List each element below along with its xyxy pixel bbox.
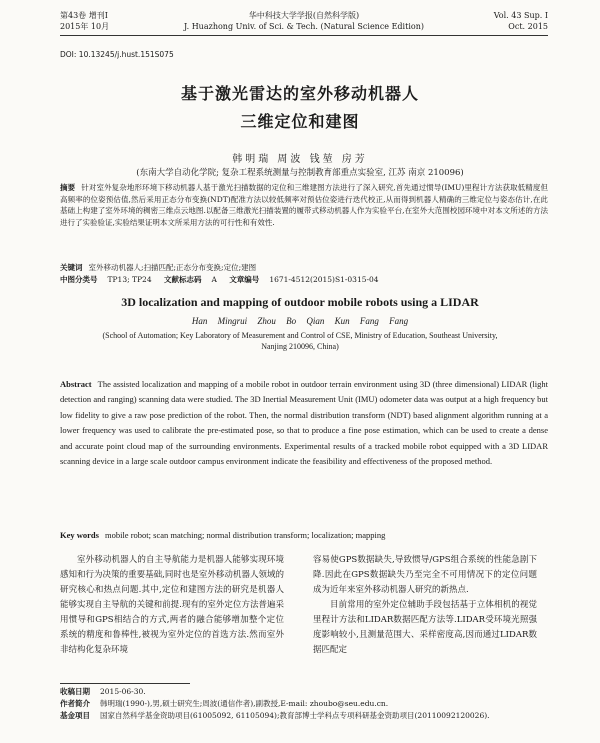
abstract-cn: [60, 182, 548, 228]
affiliation-en: (School of Automation; Key Laboratory of Measurement and Control of CSE, Ministry of Education, Southeast University, Nanjing 210096, China): [102, 331, 498, 351]
body-paragraph: 容易使GPS数据缺失,导致惯导/GPS组合系统的性能急剧下降.因此在GPS数据缺失乃至完全不可用情况下的定位问题成为近年来室外移动机器人研究的新热点.: [313, 555, 537, 595]
abstract-cn-text: 针对室外复杂地形环境下移动机器人基于激光扫描数据的定位和三维建图方法进行了深入研究,首先通过惯导(IMU)里程计方法获取低精度但高频率的位姿预估值,然后采用正态分布变换(NDT)配准方法以较低频率对预估位姿进行迭代校正,从而得到机器人精确的三维定位与姿态估计,在此基础上构建了室外环境的稠密三维点云地图.以配备三维激光扫描装置的履带式移动机器人作为实验平台,在室外大范围校园环境中对本文所述的方法进行了实验验证,实验结果证明本文所采用方法的可行性和有效性.: [60, 183, 549, 227]
footnote-funding: 基金项目 国家自然科学基金资助项目(61005092, 61105094);教育部博士学科点专项科研基金资助项目(20110092120026).: [60, 711, 490, 720]
header-volume-info-en: Vol. 43 Sup. Ⅰ Oct. 2015: [493, 11, 548, 31]
body-left-column: 室外移动机器人的自主导航能力是机器人能够实现环境感知和行为决策的重要基础,同时也是室外移动机器人领域的研究核心和热点问题.其中,定位和建图方法的研究是机器人能够实现自主导航的关键和前提.现有的室外定位方法普遍采用惯导和GPS相结合的方式,两者的融合能够增加整个定位系统的精度和鲁棒性,被视为室外定位的首选方法.然而室外非结构化复杂环境: [60, 555, 284, 655]
footnote-rule: [60, 683, 190, 684]
keywords-cn: [60, 262, 548, 274]
footnote-author: 作者简介 韩明瑞(1990-),男,硕士研究生;周波(通信作者),副教授,E-mail: zhoubo@seu.edu.cn.: [60, 699, 389, 708]
authors-cn: 韩明瑞 周波 钱堃 房芳: [232, 154, 368, 165]
abstract-cn-label: 摘要: [60, 183, 76, 192]
title-cn: 基于激光雷达的室外移动机器人 三维定位和建图: [180, 84, 419, 131]
authors-en: Han Mingrui Zhou Bo Qian Kun Fang Fang: [191, 316, 409, 326]
footnote-received: 收稿日期 2015-06-30.: [60, 687, 146, 696]
body-right-column: [313, 553, 537, 658]
header-journal-name: 华中科技大学学报(自然科学版) J. Huazhong Univ. of Sci. & Tech. (Natural Science Edition): [184, 11, 424, 31]
keywords-cn-text: 室外移动机器人;扫描匹配;正态分布变换;定位;建图: [88, 263, 257, 272]
classification-cn: 中图分类号 TP13; TP24 文献标志码 A 文章编号 1671-4512(2015)S1-0315-04: [60, 275, 379, 284]
journal-header: [60, 10, 548, 44]
keywords-en-text: mobile robot; scan matching; normal distribution transform; localization; mapping: [104, 530, 386, 540]
body-paragraph: 目前常用的室外定位辅助手段包括基于立体相机的视觉里程计方法和LIDAR数据匹配方法等.LIDAR受环境光照强度影响较小,且测量范围大、采样密度高,因而通过LIDAR数据匹配定: [313, 600, 537, 655]
affiliation-cn: (东南大学自动化学院; 复杂工程系统测量与控制教育部重点实验室, 江苏 南京 210096): [136, 168, 464, 178]
abstract-en-label: Abstract: [60, 379, 92, 389]
abstract-en: [60, 377, 548, 469]
doi: DOI: 10.13245/j.hust.151S075: [60, 50, 174, 59]
keywords-cn-label: 关键词: [60, 263, 83, 272]
header-volume-info: 第43卷 增刊Ⅰ 2015年 10月: [60, 11, 110, 31]
abstract-en-text: The assisted localization and mapping of a mobile robot in outdoor terrain environment using 3D (three dimensional) LIDAR (light detection and ranging) scanning data were studied. The 3D Inertial Measurement Unit (IMU) odometer data was output at a high frequency but low fidelity to give a raw pose prediction of the robot. Then, the normal distribution transform (NDT) based alignment algorithm running at a lower frequency was used to calibrate the pre-estimated pose, so that to produce a fine pose estimation, which can be used to create a dense and accurate point cloud map of the surrounding environments. Experimental results of a tracked mobile robot equipped with a 3D LIDAR scanning device in a large scale outdoor campus environment indicate the feasibility and effectiveness of the proposed method.: [60, 379, 548, 467]
header-rule: [60, 35, 548, 36]
title-en: 3D localization and mapping of outdoor mobile robots using a LIDAR: [121, 295, 479, 309]
keywords-en-label: Key words: [60, 530, 99, 540]
keywords-en: [60, 530, 548, 540]
